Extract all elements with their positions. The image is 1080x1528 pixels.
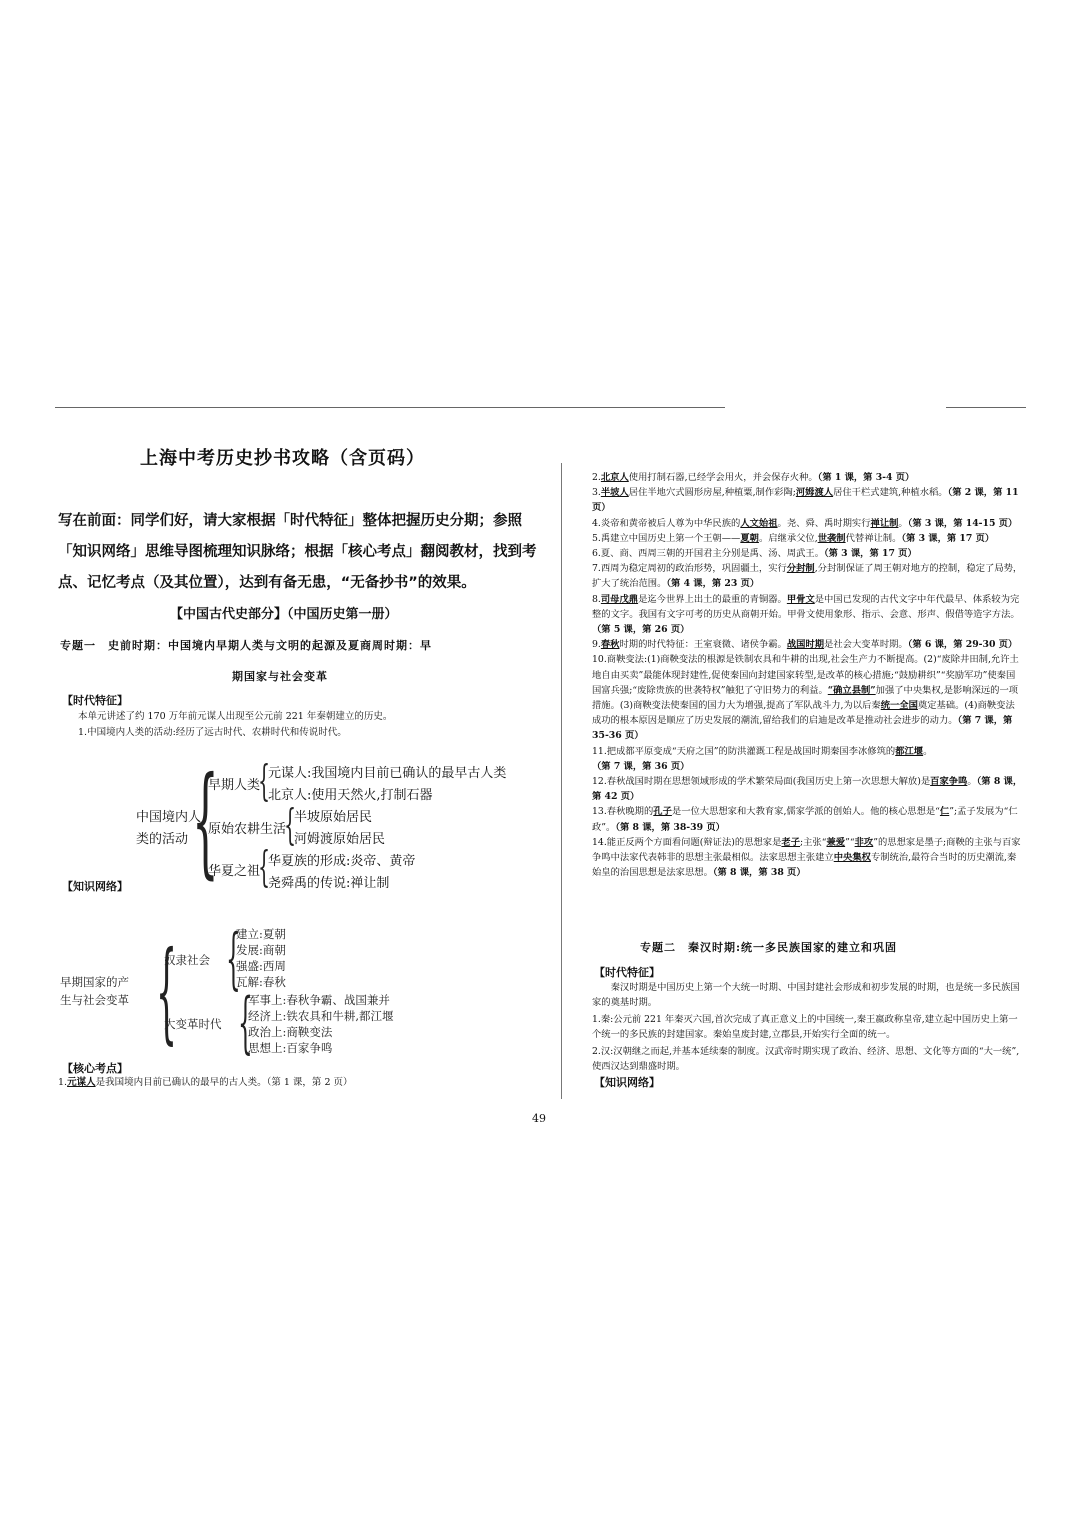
map2-great-change: 大变革时代 [164, 1017, 222, 1031]
map2-zhou: 强盛:西周 [236, 959, 286, 973]
core-item-7 [592, 561, 1024, 591]
text: 是社会大变革时期。 [824, 639, 908, 651]
keyword: 兼爱 [826, 836, 846, 848]
core-item-13 [592, 804, 1024, 834]
map2-xia: 建立:夏朝 [236, 927, 286, 941]
topic2-era-text: 秦汉时期是中国历史上第一个大统一时期、中国封建社会形成和初步发展的时期，也是统一多民族国家的奠基时期。 [592, 982, 1020, 1009]
core-item-1-text: 是我国境内目前已确认的最早的古人类。（第 1 课，第 2 页） [95, 1077, 353, 1088]
map1-branch-early-humans: 早期人类 [208, 778, 261, 793]
page-number: 49 [532, 1112, 546, 1125]
map2-root-line2: 生与社会变革 [60, 993, 129, 1007]
keyword: 夏朝 [740, 532, 759, 544]
text: 7.西周为稳定周初的政治形势，巩固疆土，实行 [592, 563, 787, 575]
text: 2. [592, 472, 601, 483]
core-item-6 [592, 546, 1024, 561]
text: ,分封制保证了周王朝对地方的控制，稳定了局势，扩大了统治范围。 [592, 563, 1023, 590]
era-line-2: 1.中国境内人类的活动:经历了远古时代、农耕时代和传说时代。 [78, 727, 347, 738]
page-ref: （第 5 课，第 26 页） [592, 624, 690, 636]
text: 。 [923, 745, 933, 757]
text: 加强了中央集权,是影响深远的一项措施。(3)商鞅变法使秦国的国力大为增强,提高了军队战斗力,为以后秦 [592, 684, 1019, 712]
map1-main-brace: { [192, 752, 219, 891]
text: 5.禹建立中国历史上第一个王朝—— [592, 532, 741, 544]
keyword: 都江堰 [895, 745, 924, 757]
keyword: 仁 [939, 806, 950, 818]
page-ref: （第 8 课，第 42 页） [592, 776, 1023, 803]
topic2-qin: 1.秦:公元前 221 年秦灭六国,首次完成了真正意义上的中国统一,秦王嬴政称皇帝,建立起中国历史上第一个统一的多民族的封建国家。秦始皇废封建,立郡县,开始实行全面的统一。 [592, 1014, 1018, 1041]
right-core-list [592, 470, 1024, 880]
topic2-era-heading: 【时代特征】 [594, 966, 660, 979]
era-line-1: 本单元讲述了约 170 万年前元谋人出现至公元前 221 年秦朝建立的历史。 [78, 711, 393, 722]
topic2-han: 2.汉:汉朝继之而起,并基本延续秦的制度。汉武帝时期实现了政治、经济、思想、文化等方面的“大一统”,使西汉达到鼎盛时期。 [592, 1046, 1020, 1073]
text: 。尧、舜、禹时期实行 [777, 517, 871, 529]
core-item-3 [592, 485, 1024, 515]
map1-brace-1: { [258, 756, 271, 805]
keyword: 半坡人 [600, 487, 629, 499]
text: 是迄今世界上出土的最重的青铜器。 [638, 593, 787, 605]
page-ref: （第 7 课，第 35-36 页） [592, 715, 1013, 742]
page-title: 上海中考历史抄书攻略（含页码） [140, 448, 425, 469]
text: 3. [592, 487, 601, 499]
keyword: 孔子 [653, 806, 672, 818]
keyword: 百家争鸣 [930, 776, 968, 788]
text: 14.能正反两个方面看问题(辩证法)的思想家是 [592, 836, 782, 848]
keyword: 老子 [781, 836, 800, 848]
map2-slavery: 奴隶社会 [164, 953, 210, 967]
keyword: 统一全国 [880, 700, 918, 712]
map2-shang: 发展:商朝 [236, 943, 286, 957]
map2-thought: 思想上:百家争鸣 [248, 1041, 333, 1055]
keyword: 司母戊鼎 [600, 593, 639, 605]
topic1-heading-line1: 专题一 史前时期：中国境内早期人类与文明的起源及夏商周时期：早 [60, 639, 432, 652]
text: 使用打制石器,已经学会用火，并会保存火种。 [628, 472, 818, 483]
keyword: 中央集权 [833, 852, 871, 864]
page-ref: （第 8 课，第 38 页） [712, 867, 806, 879]
keyword: 战国时期 [786, 639, 825, 651]
text: 。 [898, 517, 908, 529]
mind-map-human-activity [130, 752, 530, 891]
text: 6.夏、商、西周三朝的开国君主分别是禹、汤、周武王。 [592, 548, 824, 560]
page-ref: （第 2 课，第 11 页） [592, 487, 1019, 514]
text: 11.把成都平原变成“天府之国”的防洪灌溉工程是战国时期秦国李冰修筑的 [592, 745, 896, 757]
text: ”;孟子发展为“仁政”。 [592, 806, 1018, 833]
text: 。启继承父位, [758, 532, 818, 544]
map1-branch-farming: 原始农耕生活 [208, 822, 287, 837]
keyword: 人文始祖 [740, 517, 778, 529]
map2-brace-2: { [238, 984, 253, 1061]
page-ref: （第 3 课，第 17 页） [901, 532, 995, 544]
map2-main-brace: { [156, 927, 177, 1055]
page-ref: （第 8 课，第 38-39 页） [615, 821, 725, 833]
keyword: 世袭制 [817, 532, 846, 544]
map1-root-line2: 类的活动 [136, 832, 189, 847]
text: 12.春秋战国时期在思想领域形成的学术繁荣局面(我国历史上第一次思想大解放)是 [592, 776, 931, 788]
text: ”“ [845, 836, 855, 848]
keyword: 甲骨文 [786, 593, 815, 605]
map1-branch-ancestors: 华夏之祖 [208, 864, 261, 879]
map1-brace-2: { [284, 800, 297, 849]
text: 代替禅让制。 [845, 532, 902, 544]
map1-beijing-man: 北京人:使用天然火,打制石器 [268, 788, 433, 803]
network-heading: 【知识网络】 [62, 880, 128, 893]
map1-yao-shun-yu: 尧舜禹的传说:禅让制 [268, 876, 390, 891]
text: ”的思想家是墨子;商鞅的主张与百家争鸣中法家代表韩非的思想主张最相似。法家思想主张建立 [592, 836, 1021, 864]
map2-economy: 经济上:铁农具和牛耕,都江堰 [248, 1009, 394, 1023]
text: ;主张“ [800, 836, 827, 848]
page-ref: （第 3 课，第 17 页） [824, 548, 917, 560]
text: 居住干栏式建筑,种植水稻。 [833, 487, 948, 499]
map1-brace-3: { [258, 842, 271, 891]
map1-huaxia: 华夏族的形成:炎帝、黄帝 [268, 854, 416, 869]
keyword: 分封制 [786, 563, 815, 575]
map2-chunqiu: 瓦解:春秋 [236, 975, 286, 989]
keyword: “确立县制” [827, 684, 876, 696]
keyword: 非攻 [854, 836, 874, 848]
text: 4.炎帝和黄帝被后人尊为中华民族的 [592, 517, 741, 529]
era-heading: 【时代特征】 [62, 694, 128, 707]
part-heading: 【中国古代史部分】（中国历史第一册） [170, 607, 398, 622]
map2-politics: 政治上:商鞅变法 [248, 1025, 333, 1039]
core-item-4 [592, 516, 1024, 531]
top-rule-right [946, 407, 1026, 408]
keyword: 禅让制 [870, 517, 899, 529]
page-ref: （第 3 课，第 14-15 页） [907, 517, 1018, 529]
text: 奠定基础。(4)商鞅变法成功的根本原因是顺应了历史发展的潮流,留给我们的启迪是改革是推动社会进步的动力。 [592, 700, 1015, 727]
text: 是中国已发现的古代文字中年代最早、体系较为完整的文字。我国有文字可考的历史从商朝开始。甲骨文使用象形、指示、会意、形声、假借等造字方法。 [592, 593, 1020, 620]
core-item-2 [592, 470, 1024, 485]
top-rule-left [55, 407, 725, 408]
page-ref: （第 6 课，第 29-30 页） [907, 639, 1018, 651]
text: 10.商鞅变法:(1)商鞅变法的根源是铁制农具和牛耕的出现,社会生产力不断提高。(2)“废除井田制,允许土地自由买卖”最能体现封建性,促使秦国向封建国家转型,是改革的核心措施;“鼓励耕织”“奖励军功”使秦国国富兵强;“废除贵族的世袭特权”触犯了守旧势力的利益。 [592, 654, 1019, 696]
map2-brace-1: { [226, 920, 241, 997]
page-ref: （第 1 课，第 3-4 页） [817, 472, 915, 483]
topic2-network-heading: 【知识网络】 [594, 1076, 660, 1089]
core-heading: 【核心考点】 [62, 1062, 128, 1075]
topic1-heading-line2: 期国家与社会变革 [232, 670, 328, 683]
column-divider [561, 463, 562, 1099]
map1-hemudu: 河姆渡原始居民 [294, 832, 386, 847]
text: 居住半地穴式圆形房屋,种植粟,制作彩陶; [628, 487, 796, 499]
keyword: 春秋 [600, 639, 620, 651]
core-item-1 [58, 1076, 353, 1089]
text: 13.春秋晚期的 [592, 806, 654, 818]
core-item-9 [592, 637, 1024, 652]
core-item-1-keyword: 元谋人 [67, 1077, 96, 1088]
core-item-11 [592, 744, 1024, 774]
map1-yuanmou: 元谋人:我国境内目前已确认的最早古人类 [268, 766, 507, 781]
core-item-1-number: 1. [58, 1077, 68, 1088]
text: 时期的时代特征：王室衰微、诸侯争霸。 [619, 639, 787, 651]
core-item-10 [592, 652, 1024, 743]
page-ref: （第 7 课，第 36 页） [592, 760, 690, 772]
intro-paragraph: 写在前面：同学们好，请大家根据「时代特征」整体把握历史分期；参照「知识网络」思维导图梳理知识脉络；根据「核心考点」翻阅教材，找到考点、记忆考点（及其位置），达到有备无患，“无备抄书”的效果。 [58, 513, 537, 591]
text: 。 [967, 776, 977, 788]
text: 8. [592, 593, 601, 605]
mind-map-early-states [60, 920, 480, 1061]
keyword: 北京人 [600, 472, 629, 483]
keyword: 河姆渡人 [795, 487, 834, 499]
topic2-heading: 专题二 秦汉时期:统一多民族国家的建立和巩固 [640, 941, 898, 954]
core-item-14 [592, 835, 1024, 881]
map2-military: 军事上:春秋争霸、战国兼并 [248, 993, 390, 1007]
text: 专制统治,最符合当时的历史潮流,秦始皇的治国思想是法家思想。 [592, 852, 1017, 879]
text: 9. [592, 639, 601, 651]
map1-banpo: 半坡原始居民 [294, 810, 373, 825]
core-item-8 [592, 592, 1024, 638]
map2-root-line1: 早期国家的产 [60, 975, 129, 989]
core-item-5 [592, 531, 1024, 546]
core-item-12 [592, 774, 1024, 804]
text: 是一位大思想家和大教育家,儒家学派的创始人。他的核心思想是“ [671, 806, 940, 818]
page-ref: （第 4 课，第 23 页） [666, 578, 760, 590]
map1-root-line1: 中国境内人 [136, 810, 202, 825]
